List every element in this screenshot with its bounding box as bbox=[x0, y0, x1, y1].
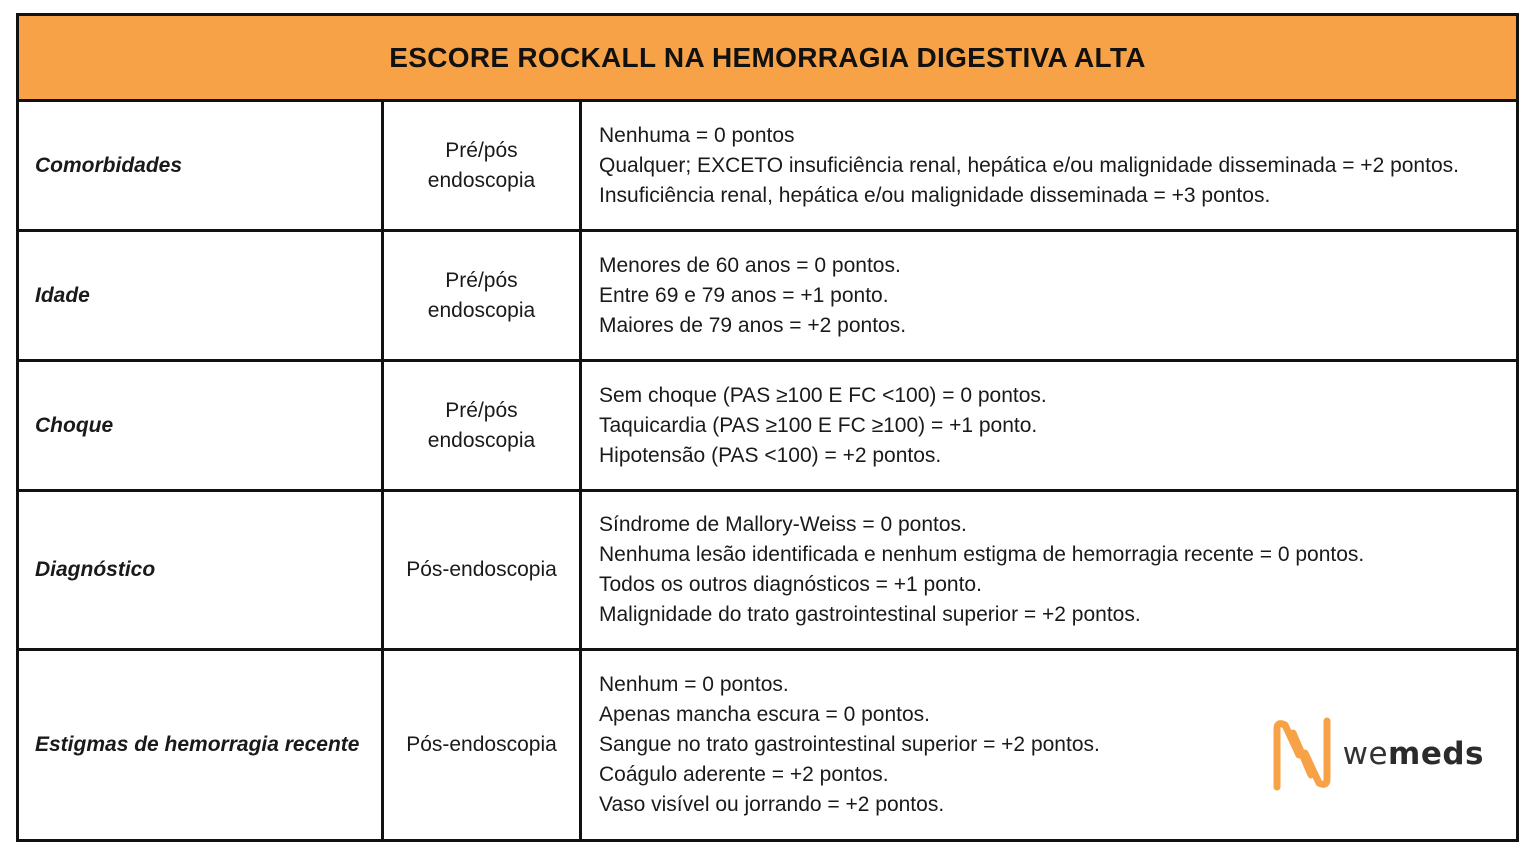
points-item: Nenhum = 0 pontos. bbox=[599, 673, 789, 696]
timing-line: endoscopia bbox=[427, 168, 536, 192]
table-row-idade bbox=[19, 232, 1516, 362]
points-item: Síndrome de Mallory-Weiss = 0 pontos. bbox=[599, 513, 967, 536]
timing-line: Pré/pós bbox=[445, 398, 518, 422]
points-cell bbox=[582, 492, 1516, 648]
points-item: Taquicardia (PAS ≥100 E FC ≥100) = +1 ponto. bbox=[599, 413, 1038, 437]
criterion-cell: Diagnóstico bbox=[19, 492, 384, 648]
timing-line: endoscopia bbox=[427, 428, 536, 452]
points-item: Insuficiência renal, hepática e/ou malignidade disseminada = +3 pontos. bbox=[599, 183, 1271, 207]
logo-wordmark bbox=[1342, 736, 1484, 772]
timing-cell bbox=[384, 651, 582, 839]
points-item: Menores de 60 anos = 0 pontos. bbox=[599, 253, 901, 277]
logo-text-bold: meds bbox=[1388, 736, 1484, 772]
table-row-choque bbox=[19, 362, 1516, 492]
timing-cell bbox=[384, 362, 582, 489]
timing-line: Pré/pós bbox=[445, 268, 518, 292]
table-row-diagnostico bbox=[19, 492, 1516, 651]
timing-cell bbox=[384, 102, 582, 229]
points-item: Maiores de 79 anos = +2 pontos. bbox=[599, 313, 907, 337]
wemeds-logo-icon bbox=[1271, 715, 1333, 793]
wemeds-logo bbox=[1271, 715, 1484, 793]
table-row-estigmas bbox=[19, 651, 1516, 839]
points-item: Malignidade do trato gastrointestinal superior = +2 pontos. bbox=[599, 603, 1141, 626]
points-item: Todos os outros diagnósticos = +1 ponto. bbox=[599, 573, 982, 596]
rockall-score-table bbox=[16, 13, 1519, 842]
points-item: Apenas mancha escura = 0 pontos. bbox=[599, 703, 930, 726]
points-item: Qualquer; EXCETO insuficiência renal, hepática e/ou malignidade disseminada = +2 pontos. bbox=[599, 153, 1459, 177]
points-item: Hipotensão (PAS <100) = +2 pontos. bbox=[599, 443, 942, 467]
points-item: Vaso visível ou jorrando = +2 pontos. bbox=[599, 793, 945, 816]
points-cell bbox=[582, 232, 1516, 359]
timing-line: Pré/pós bbox=[445, 138, 518, 162]
points-item: Entre 69 e 79 anos = +1 ponto. bbox=[599, 283, 889, 307]
logo-text-light: we bbox=[1342, 736, 1389, 772]
points-item: Sem choque (PAS ≥100 E FC <100) = 0 pontos. bbox=[599, 383, 1047, 407]
criterion-cell: Idade bbox=[19, 232, 384, 359]
timing-cell bbox=[384, 492, 582, 648]
table-row-comorbidades bbox=[19, 102, 1516, 232]
points-item: Nenhuma = 0 pontos bbox=[599, 123, 795, 147]
points-item: Nenhuma lesão identificada e nenhum estigma de hemorragia recente = 0 pontos. bbox=[599, 543, 1365, 566]
timing-cell bbox=[384, 232, 582, 359]
table-title: ESCORE ROCKALL NA HEMORRAGIA DIGESTIVA ALTA bbox=[19, 16, 1516, 102]
timing-line: Pós-endoscopia bbox=[406, 733, 557, 756]
criterion-cell: Estigmas de hemorragia recente bbox=[19, 651, 384, 839]
timing-line: endoscopia bbox=[427, 298, 536, 322]
criterion-cell: Comorbidades bbox=[19, 102, 384, 229]
points-cell bbox=[582, 102, 1516, 229]
criterion-cell: Choque bbox=[19, 362, 384, 489]
points-item: Coágulo aderente = +2 pontos. bbox=[599, 763, 889, 786]
points-cell bbox=[582, 651, 1516, 839]
points-cell bbox=[582, 362, 1516, 489]
timing-line: Pós-endoscopia bbox=[406, 558, 557, 581]
points-item: Sangue no trato gastrointestinal superior = +2 pontos. bbox=[599, 733, 1100, 756]
